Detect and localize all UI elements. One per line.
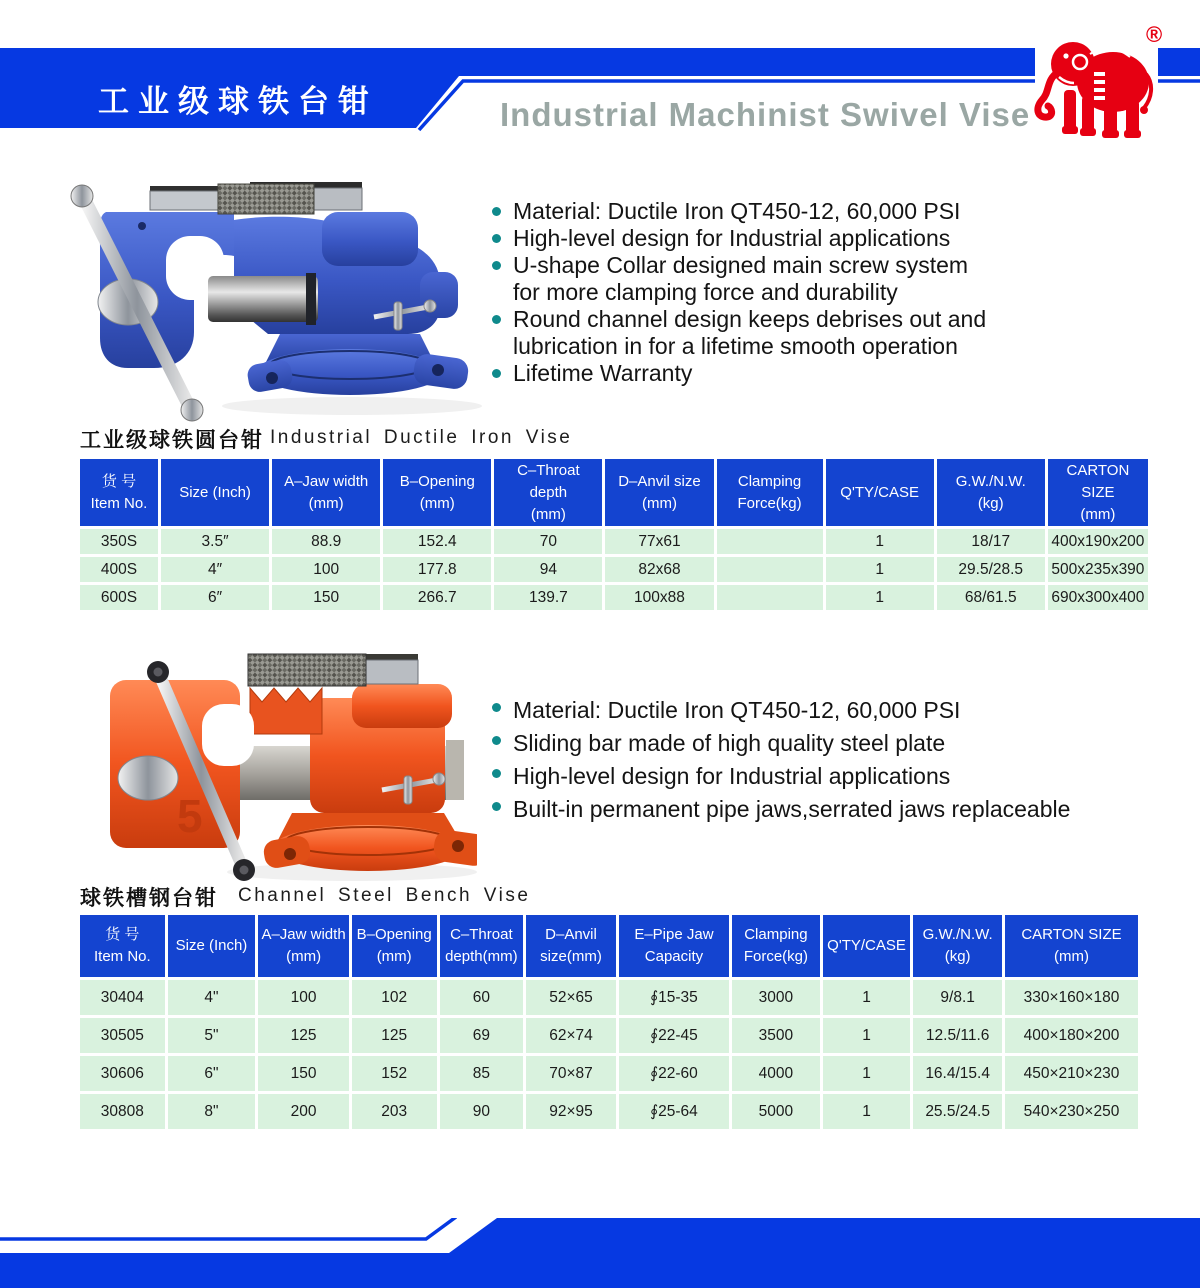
table-cell: 266.7 [383, 585, 491, 610]
table-row [80, 1018, 1138, 1053]
table-cell: ∮15-35 [619, 980, 729, 1015]
table-cell: 200 [258, 1094, 349, 1129]
column-header: C–Throat depth(mm) [440, 915, 524, 977]
table-cell: 25.5/24.5 [913, 1094, 1002, 1129]
table-cell: 60 [440, 980, 524, 1015]
table-cell: 69 [440, 1018, 524, 1053]
table-cell: 94 [494, 557, 602, 582]
table-cell: 450×210×230 [1005, 1056, 1138, 1091]
bullet-item [492, 793, 1152, 826]
table-cell: 690x300x400 [1048, 585, 1148, 610]
svg-text:5: 5 [177, 790, 203, 842]
table-cell [717, 529, 823, 554]
registered-mark: ® [1146, 22, 1163, 47]
table-cell: 82x68 [605, 557, 713, 582]
table-cell: 4" [168, 980, 256, 1015]
table-cell: 70×87 [526, 1056, 616, 1091]
table-cell: 177.8 [383, 557, 491, 582]
table-cell: 52×65 [526, 980, 616, 1015]
section2-label-cn: 球铁槽钢台钳 [80, 887, 218, 910]
table-cell: 1 [823, 1018, 911, 1053]
table-cell: 102 [352, 980, 437, 1015]
table-cell: 100 [272, 557, 380, 582]
column-header: Clamping Force(kg) [732, 915, 820, 977]
table-cell: 68/61.5 [937, 585, 1045, 610]
table-cell: 9/8.1 [913, 980, 1002, 1015]
table-row [80, 585, 1148, 610]
table-row [80, 1094, 1138, 1129]
table-cell: 29.5/28.5 [937, 557, 1045, 582]
table-cell: 139.7 [494, 585, 602, 610]
bullet-item [492, 225, 1067, 252]
table-row [80, 557, 1148, 582]
page-title-cn: 工业级球铁台钳 [98, 84, 378, 119]
bullet-dot-icon [492, 207, 501, 216]
page-title-en: Industrial Machinist Swivel Vise [500, 96, 1031, 133]
table-cell: 125 [352, 1018, 437, 1053]
table-cell: 3.5″ [161, 529, 269, 554]
bullet-item [492, 198, 1067, 225]
bullet-text: High-level design for Industrial applications [513, 225, 951, 251]
column-header: C–Throat depth (mm) [494, 459, 602, 526]
table-cell [717, 585, 823, 610]
footer-band [0, 1218, 1200, 1288]
column-header: D–Anvil size(mm) [526, 915, 616, 977]
bullet-text: Sliding bar made of high quality steel plate [513, 730, 946, 756]
column-header: 货 号 Item No. [80, 915, 165, 977]
table-cell: 30404 [80, 980, 165, 1015]
table-cell: 6″ [161, 585, 269, 610]
bullet-item [492, 360, 1067, 387]
table-row [80, 980, 1138, 1015]
header-row [80, 915, 1138, 977]
table-cell: 92×95 [526, 1094, 616, 1129]
table-cell: 400S [80, 557, 158, 582]
table-cell: 12.5/11.6 [913, 1018, 1002, 1053]
column-header: CARTON SIZE (mm) [1048, 459, 1148, 526]
column-header: E–Pipe Jaw Capacity [619, 915, 729, 977]
table-cell: ∮25-64 [619, 1094, 729, 1129]
bullet-item [492, 760, 1152, 793]
table-cell: 600S [80, 585, 158, 610]
bullet-dot-icon [492, 736, 501, 745]
section2-label-en: Channel Steel Bench Vise [238, 885, 531, 906]
column-header: G.W./N.W. (kg) [937, 459, 1045, 526]
table-cell: 1 [826, 557, 934, 582]
bullet-text: Material: Ductile Iron QT450-12, 60,000 PSI [513, 198, 961, 224]
bullet-item [492, 727, 1152, 760]
table-cell: 1 [823, 980, 911, 1015]
column-header: Clamping Force(kg) [717, 459, 823, 526]
table-cell: 62×74 [526, 1018, 616, 1053]
bullet-dot-icon [492, 261, 501, 270]
table-cell: 30505 [80, 1018, 165, 1053]
table-cell: 70 [494, 529, 602, 554]
spec-table-channel-steel-vise [77, 912, 1141, 1132]
table-cell: 77x61 [605, 529, 713, 554]
table-cell: 500x235x390 [1048, 557, 1148, 582]
table-cell: 540×230×250 [1005, 1094, 1138, 1129]
section1-label-cn: 工业级球铁圆台钳 [80, 429, 264, 452]
column-header: CARTON SIZE (mm) [1005, 915, 1138, 977]
table-cell: 88.9 [272, 529, 380, 554]
orange-vise-image [52, 628, 477, 884]
table-cell: 350S [80, 529, 158, 554]
column-header: D–Anvil size (mm) [605, 459, 713, 526]
table-cell: 203 [352, 1094, 437, 1129]
table-cell [717, 557, 823, 582]
table-cell: 1 [823, 1056, 911, 1091]
column-header: A–Jaw width (mm) [258, 915, 349, 977]
table-cell: 125 [258, 1018, 349, 1053]
table-cell: 16.4/15.4 [913, 1056, 1002, 1091]
table-cell: 3500 [732, 1018, 820, 1053]
bullet-dot-icon [492, 315, 501, 324]
elephant-logo [1028, 20, 1163, 146]
feature-list-2 [492, 694, 1152, 826]
table-cell: 152 [352, 1056, 437, 1091]
bullet-text: Built-in permanent pipe jaws,serrated jaws replaceable [513, 796, 1071, 822]
table-cell: 152.4 [383, 529, 491, 554]
table-cell: 330×160×180 [1005, 980, 1138, 1015]
table-cell: 1 [826, 585, 934, 610]
table-cell: 5000 [732, 1094, 820, 1129]
table-cell: 1 [826, 529, 934, 554]
table-cell: 150 [272, 585, 380, 610]
bullet-text: High-level design for Industrial applications [513, 763, 951, 789]
table-cell: 1 [823, 1094, 911, 1129]
bullet-dot-icon [492, 234, 501, 243]
table-row [80, 1056, 1138, 1091]
table-cell: 6" [168, 1056, 256, 1091]
table-cell: 85 [440, 1056, 524, 1091]
bullet-item [492, 694, 1152, 727]
table-cell: 100 [258, 980, 349, 1015]
column-header: Size (Inch) [161, 459, 269, 526]
bullet-dot-icon [492, 703, 501, 712]
table-cell: ∮22-60 [619, 1056, 729, 1091]
section1-label-en: Industrial Ductile Iron Vise [270, 427, 573, 448]
table-row [80, 529, 1148, 554]
bullet-dot-icon [492, 769, 501, 778]
table-cell: 18/17 [937, 529, 1045, 554]
column-header: 货 号 Item No. [80, 459, 158, 526]
bullet-text: Round channel design keeps debrises out and lubrication in for a lifetime smooth operation [513, 306, 987, 359]
table-cell: 8" [168, 1094, 256, 1129]
column-header: B–Opening (mm) [383, 459, 491, 526]
column-header: A–Jaw width (mm) [272, 459, 380, 526]
bullet-text: Material: Ductile Iron QT450-12, 60,000 PSI [513, 697, 961, 723]
table-cell: 30606 [80, 1056, 165, 1091]
blue-vise-image [22, 156, 492, 422]
table-cell: 4000 [732, 1056, 820, 1091]
column-header: G.W./N.W. (kg) [913, 915, 1002, 977]
table-cell: 100x88 [605, 585, 713, 610]
feature-list-1 [492, 198, 1067, 387]
table-cell: 400x190x200 [1048, 529, 1148, 554]
spec-table-ductile-iron-vise [77, 456, 1151, 613]
column-header: Q'TY/CASE [826, 459, 934, 526]
table-cell: 3000 [732, 980, 820, 1015]
column-header: Q'TY/CASE [823, 915, 911, 977]
table-cell: 400×180×200 [1005, 1018, 1138, 1053]
table-cell: 90 [440, 1094, 524, 1129]
bullet-text: U-shape Collar designed main screw system for more clamping force and durability [513, 252, 969, 305]
table-cell: ∮22-45 [619, 1018, 729, 1053]
table-cell: 150 [258, 1056, 349, 1091]
bullet-dot-icon [492, 369, 501, 378]
bullet-text: Lifetime Warranty [513, 360, 693, 386]
bullet-item [492, 252, 1067, 306]
bullet-item [492, 306, 1067, 360]
table-cell: 4″ [161, 557, 269, 582]
column-header: Size (Inch) [168, 915, 256, 977]
column-header: B–Opening (mm) [352, 915, 437, 977]
table-cell: 5" [168, 1018, 256, 1053]
header-row [80, 459, 1148, 526]
table-cell: 30808 [80, 1094, 165, 1129]
bullet-dot-icon [492, 802, 501, 811]
